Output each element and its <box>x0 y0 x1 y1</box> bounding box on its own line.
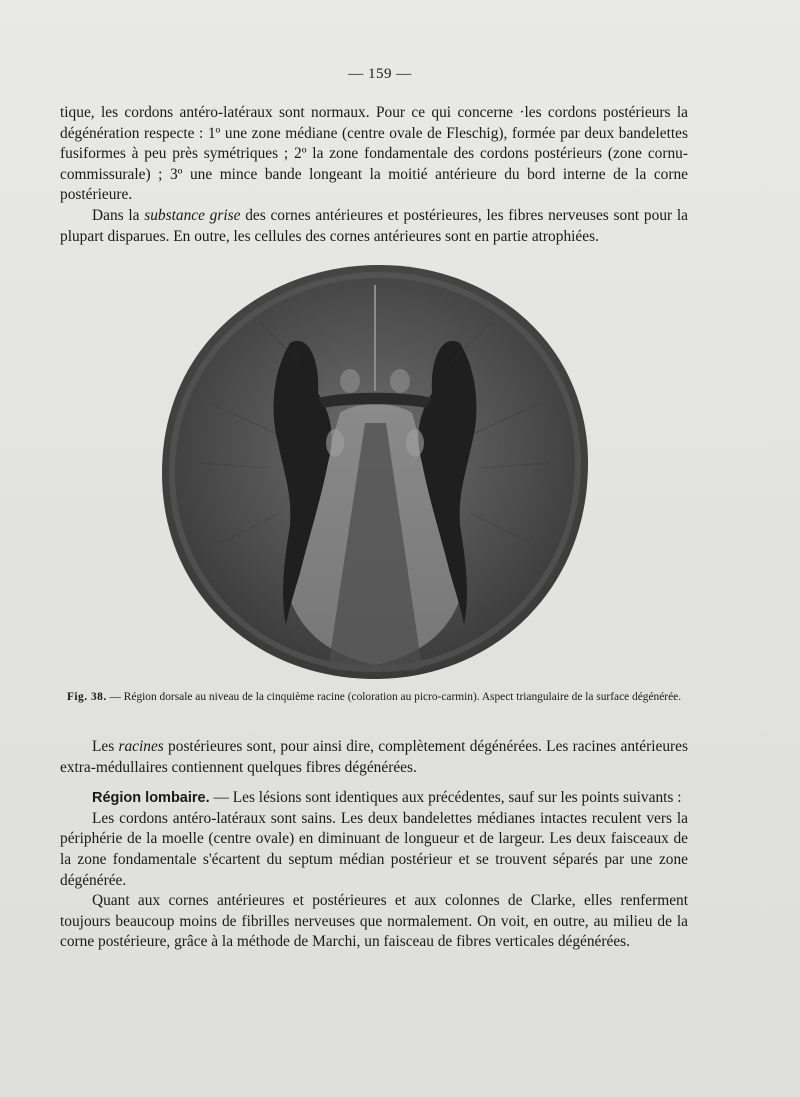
figure-caption-text: — Région dorsale au niveau de la cinquième racine (coloration au picro-carmin). Aspect triangulaire de la surface dégénérée. <box>106 691 682 703</box>
paragraph-region-lombaire: Région lombaire. — Les lésions sont identiques aux précédentes, sauf sur les points suivants : <box>92 789 682 807</box>
paragraph-substance-grise: Dans la substance grise des cornes antérieures et postérieures, les fibres nerveuses sont pour la plupart disparues. En outre, les cellules des cornes antérieures sont en partie atrophiées. <box>60 206 688 245</box>
section-heading-lombaire: Région lombaire. <box>92 790 210 807</box>
figure-caption <box>60 690 688 704</box>
paragraph-racines: Les racines postérieures sont, pour ainsi dire, complètement dégénérées. Les racines antérieures extra-médullaires contiennent quelques fibres dégénérées. <box>60 738 688 776</box>
paragraph-cornes: Quant aux cornes antérieures et postérieures et aux colonnes de Clarke, elles renferment toujours beaucoup moins de fibrilles nerveuses que normalement. On voit, en outre, au milieu de la corne postérieure, grâce à la méthode de Marchi, un faisceau de fibres verticales dégénérées. <box>60 892 688 951</box>
spinal-cord-section-figure <box>160 263 590 681</box>
paragraph-cordons: tique, les cordons antéro-latéraux sont normaux. Pour ce qui concerne ·les cordons postérieurs la dégénération respecte : 1º une zone médiane (centre ovale de Fleschig), formée par deux bandelettes fusiformes à peu près symétriques ; 2º la zone fondamentale des cordons postérieurs (zone cornu-commissurale) ; 3º une mince bande longeant la moitié antérieure du bord interne de la corne postérieure. <box>60 104 688 204</box>
top-text-block <box>60 103 688 247</box>
paragraph-cordons-sains: Les cordons antéro-latéraux sont sains. Les deux bandelettes médianes intactes reculent vers la périphérie de la moelle (centre ovale) en diminuant de longueur et de largeur. Les deux faisceaux de la zone fondamentale s'écartent du septum médian postérieur et se trouvent séparés par une zone dégénérée. <box>60 809 688 889</box>
page-number: — 159 — <box>348 66 412 82</box>
bottom-text-block <box>60 737 688 953</box>
figure-label: Fig. 38. <box>66 691 107 703</box>
